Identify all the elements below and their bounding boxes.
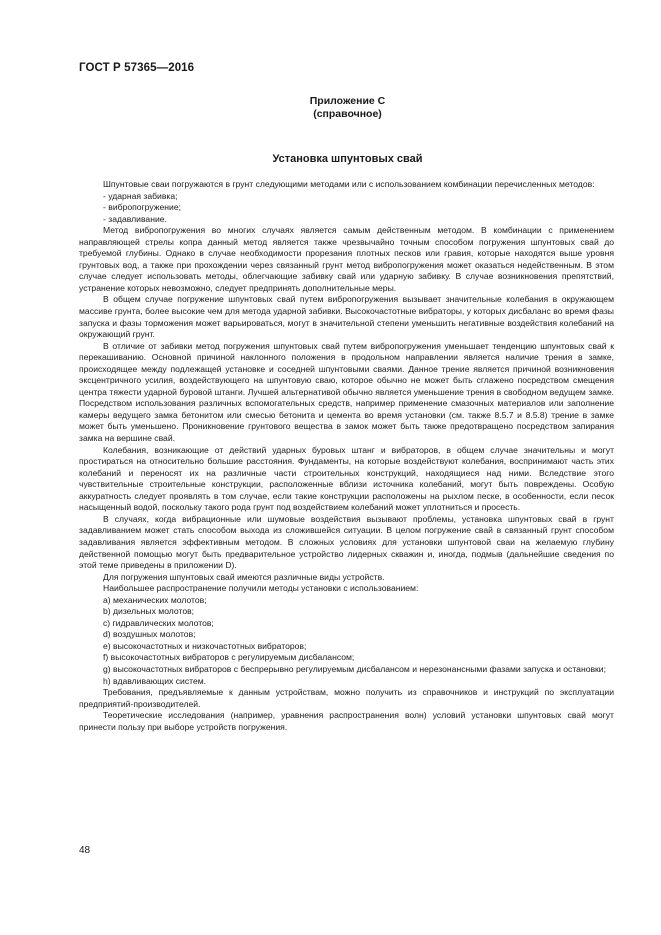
list-item: - вибропогружение; (103, 202, 181, 213)
list-item: f) высокочастотных вибраторов с регулируемым дисбалансом; (103, 652, 355, 663)
paragraph: Метод вибропогружения во многих случаях является самым действенным методом. В комбинации с применением направляющей стрелы копра данный метод является также чрезвычайно точным способом погружения шпунтовых свай до требуемой глубины. Однако в случае необходимости прорезания плотных песков или гравия, которые находятся выше уровня грунтовых вод, а также при прохождении через связанный грунт метод вибропогружения может оказаться недейственным. В этом случае следует использовать методы, облегчающие забивку свай или ударную забивку. В случае возникновения препятствий, устранение которых невозможно, следует предпринять дополнительные меры. (79, 225, 614, 293)
appendix-title: Приложение С (309, 95, 386, 107)
list-item: d) воздушных молотов; (103, 629, 196, 640)
paragraph: Требования, предъявляемые к данным устройствам, можно получить из справочников и инструкций по эксплуатации предприятий-производителей. (79, 687, 614, 709)
document-header: ГОСТ Р 57365—2016 (79, 62, 195, 74)
appendix-heading (0, 95, 661, 120)
list-item: a) механических молотов; (103, 594, 207, 605)
list-item: c) гидравлических молотов; (103, 617, 214, 628)
list-item: - задавливание. (103, 213, 167, 224)
document-body (79, 179, 614, 733)
list-item: g) высокочастотных вибраторов с беспрерывно регулируемым дисбалансом и нерезонансными фазами запуска и остановки; (103, 663, 606, 674)
paragraph: Наибольшее распространение получили методы установки с использованием: (103, 583, 419, 594)
list-item: e) высокочастотных и низкочастотных вибраторов; (103, 640, 307, 651)
list-item: - ударная забивка; (103, 190, 178, 201)
paragraph: Для погружения шпунтовых свай имеются различные виды устройств. (103, 571, 385, 582)
page-number: 48 (79, 845, 91, 856)
paragraph: Колебания, возникающие от действий ударных буровых штанг и вибраторов, в общем случае значительны и могут простираться на относительно большие расстояния. Фундаменты, на которые воздействуют колебания, воспринимают часть этих колебаний и переносят их на различные части строительных конструкций, находящиеся над ними. Вследствие этого чувствительные строительные конструкции, расположенные вблизи источника колебаний, могут быть повреждены. Особую аккуратность следует проявлять в том случае, если такие конструкции расположены на рыхлом песке, в особенности, если песок насыщенный водой, поскольку такого рода грунт под воздействием колебаний может уплотниться и просесть. (79, 444, 614, 513)
list-item: b) дизельных молотов; (103, 606, 195, 617)
section-title: Установка шпунтовых свай (272, 153, 423, 165)
paragraph: В общем случае погружение шпунтовых свай путем вибропогружения вызывает значительные колебания в окружающем массиве грунта, более высокие чем для метода ударной забивки. Высокочастотные вибраторы, у которых дисбаланс во время фазы запуска и фазы торможения может варьироваться, могут в значительной степени уменьшить негативные воздействия колебаний на окружающий грунт. (79, 294, 614, 340)
list-item: h) вдавливающих систем. (103, 675, 207, 686)
paragraph: Шпунтовые сваи погружаются в грунт следующими методами или с использованием комбинации перечисленных методов: (103, 179, 595, 189)
appendix-subtitle: (справочное) (313, 107, 382, 120)
paragraph: В случаях, когда вибрационные или шумовые воздействия вызывают проблемы, установка шпунтовых свай в грунт задавливанием может стать способом выхода из сложившейся ситуации. В целом погружение свай в связанный грунт способом задавливания является эффективным методом. В сложных условиях для установки шпунтовой сваи на желаемую глубину действенной помощью могут быть предварительное устройство лидерных скважин и, иногда, подмыв (дальнейшие сведения по этой теме приведены в приложении D). (79, 513, 614, 571)
paragraph: В отличие от забивки метод погружения шпунтовых свай путем вибропогружения уменьшает тенденцию шпунтовых свай к перекашиванию. Основной причиной наклонного положения в продольном направлении является наличие трения в замке, происходящее между подлежащей установке и соседней шпунтовыми сваями. Данное трение является причиной возникновения эксцентричного усилия, воздействующего на шпунтовую сваю, которое обычно не может быть сглажено посредством смещения центра тяжести ударной буровой штанги. Лучшей альтернативой обычно является уменьшение трения в свободном ведущем замке. Посредством использования различных вспомогательных средств, например применение смазочных материалов или заполнение камеры ведущего замка бетонитом или смесью бетонита и цемента во время установки (см. также 8.5.7 и 8.5.8) трение в замке может быть уменьшено. Проникновение грунтового вещества в замок может быть также предотвращено посредством запирания замка на вершине свай. (79, 340, 614, 444)
paragraph: Теоретические исследования (например, уравнения распространения волн) условий установки шпунтовых свай могут принести пользу при выборе устройств погружения. (79, 710, 614, 732)
